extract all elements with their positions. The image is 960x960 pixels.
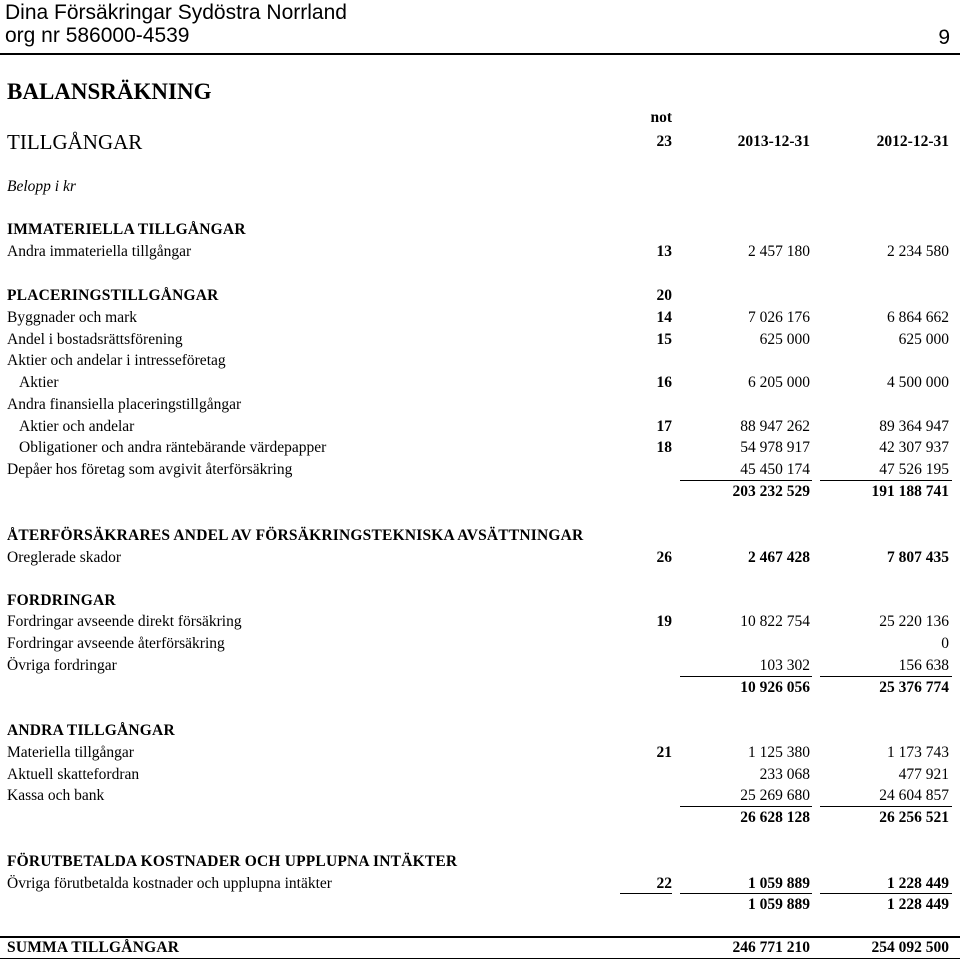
row-label: Materiella tillgångar [7, 744, 134, 761]
value-current: 1 059 889 [748, 875, 810, 892]
subtotal-rule-previous [820, 676, 952, 677]
value-current: 25 269 680 [740, 787, 810, 804]
row-label: Depåer hos företag som avgivit återförsäkring [7, 461, 293, 478]
value-current: 26 628 128 [740, 809, 810, 826]
value-current: 45 450 174 [740, 461, 810, 478]
value-previous: 625 000 [898, 331, 949, 348]
row-label: Oreglerade skador [7, 549, 122, 566]
value-current: 6 205 000 [748, 374, 810, 391]
section-title: TILLGÅNGAR [7, 130, 143, 154]
row-label: PLACERINGSTILLGÅNGAR [7, 287, 219, 304]
page-title: BALANSRÄKNING [7, 79, 212, 104]
value-previous: 2 234 580 [887, 243, 949, 260]
row-label: ÅTERFÖRSÄKRARES ANDEL AV FÖRSÄKRINGSTEKNISKA AVSÄTTNINGAR [7, 527, 584, 544]
section-heading-row [0, 591, 960, 611]
org-number: org nr 586000-4539 [5, 24, 190, 47]
column-header-current: 2013-12-31 [737, 133, 810, 150]
row-note: 22 [656, 875, 672, 892]
row-label: Övriga fordringar [7, 657, 117, 674]
row-note: 26 [656, 549, 672, 566]
page-number: 9 [938, 26, 950, 49]
row-label: Andra immateriella tillgångar [7, 243, 192, 260]
note-label-row [0, 108, 960, 128]
value-current: 203 232 529 [732, 483, 810, 500]
column-header-row [0, 132, 960, 152]
row-label: Aktuell skattefordran [7, 766, 140, 783]
value-previous: 1 228 449 [887, 875, 949, 892]
row-label: SUMMA TILLGÅNGAR [7, 939, 180, 956]
table-row [0, 548, 960, 568]
row-label: FÖRUTBETALDA KOSTNADER OCH UPPLUPNA INTÄKTER [7, 853, 458, 870]
row-label: Fordringar avseende direkt försäkring [7, 613, 242, 630]
table-row [0, 460, 960, 480]
value-previous: 7 807 435 [887, 549, 949, 566]
value-previous: 89 364 947 [879, 418, 949, 435]
row-note: 14 [656, 309, 672, 326]
row-note: 18 [656, 439, 672, 456]
section-heading-row [0, 938, 960, 958]
value-current: 246 771 210 [732, 939, 810, 956]
value-current: 625 000 [759, 331, 810, 348]
row-label: FORDRINGAR [7, 592, 116, 609]
subtotal-rule-current [680, 676, 812, 677]
row-note: 17 [656, 418, 672, 435]
table-row [0, 743, 960, 763]
value-previous: 477 921 [898, 766, 949, 783]
value-current: 2 457 180 [748, 243, 810, 260]
row-label: Andel i bostadsrättsförening [7, 331, 183, 348]
table-row [0, 786, 960, 806]
value-previous: 0 [941, 635, 949, 652]
header-rule [0, 53, 960, 55]
subtotal-row [0, 808, 960, 828]
table-row [0, 417, 960, 437]
column-note-number: 23 [656, 133, 672, 150]
row-label: Aktier och andelar [19, 418, 135, 435]
section-heading-row [0, 526, 960, 546]
row-note: 15 [656, 331, 672, 348]
table-row [0, 351, 960, 371]
value-current: 103 302 [759, 657, 810, 674]
row-label: Aktier [19, 374, 59, 391]
value-previous: 191 188 741 [871, 483, 949, 500]
value-current: 10 822 754 [740, 613, 810, 630]
value-previous: 47 526 195 [879, 461, 949, 478]
subtotal-rule-current [680, 893, 812, 894]
value-previous: 1 173 743 [887, 744, 949, 761]
value-current: 1 059 889 [748, 896, 810, 913]
row-label: Obligationer och andra räntebärande värdepapper [19, 439, 327, 456]
table-row [0, 308, 960, 328]
value-previous: 26 256 521 [879, 809, 949, 826]
row-label: Andra finansiella placeringstillgångar [7, 396, 242, 413]
value-previous: 24 604 857 [879, 787, 949, 804]
value-current: 54 978 917 [740, 439, 810, 456]
row-label: Aktier och andelar i intresseföretag [7, 352, 226, 369]
value-current: 88 947 262 [740, 418, 810, 435]
row-note: 19 [656, 613, 672, 630]
grand-total-rule-bottom [0, 958, 960, 959]
table-row [0, 438, 960, 458]
table-row [0, 765, 960, 785]
table-row [0, 373, 960, 393]
subtotal-rule-current [680, 806, 812, 807]
value-previous: 1 228 449 [887, 896, 949, 913]
row-note: 13 [656, 243, 672, 260]
company-name: Dina Försäkringar Sydöstra Norrland [5, 1, 347, 24]
value-current: 233 068 [759, 766, 810, 783]
table-row [0, 242, 960, 262]
subtotal-rule-previous [820, 893, 952, 894]
note-rule [620, 893, 672, 894]
note-column-label: not [650, 109, 672, 126]
row-note: 16 [656, 374, 672, 391]
table-row [0, 395, 960, 415]
subtotal-rule-current [680, 480, 812, 481]
row-label: Övriga förutbetalda kostnader och upplupna intäkter [7, 875, 332, 892]
row-label: Byggnader och mark [7, 309, 137, 326]
section-heading-row [0, 721, 960, 741]
row-note: 20 [656, 287, 672, 304]
table-row [0, 874, 960, 894]
value-previous: 4 500 000 [887, 374, 949, 391]
value-previous: 25 376 774 [879, 679, 949, 696]
row-label: ANDRA TILLGÅNGAR [7, 722, 175, 739]
value-current: 2 467 428 [748, 549, 810, 566]
column-header-previous: 2012-12-31 [876, 133, 949, 150]
subtotal-rule-previous [820, 480, 952, 481]
row-note: 21 [656, 744, 672, 761]
value-previous: 42 307 937 [879, 439, 949, 456]
subtotal-row [0, 482, 960, 502]
row-label: Fordringar avseende återförsäkring [7, 635, 225, 652]
subtotal-rule-previous [820, 806, 952, 807]
value-previous: 25 220 136 [879, 613, 949, 630]
value-current: 7 026 176 [748, 309, 810, 326]
table-row [0, 634, 960, 654]
value-previous: 254 092 500 [871, 939, 949, 956]
value-current: 1 125 380 [748, 744, 810, 761]
value-current: 10 926 056 [740, 679, 810, 696]
section-heading-row [0, 286, 960, 306]
row-label: IMMATERIELLA TILLGÅNGAR [7, 221, 246, 238]
section-heading-row [0, 852, 960, 872]
value-previous: 156 638 [898, 657, 949, 674]
unit-label: Belopp i kr [7, 178, 76, 195]
row-label: Kassa och bank [7, 787, 105, 804]
subtotal-row [0, 678, 960, 698]
table-row [0, 612, 960, 632]
section-heading-row [0, 220, 960, 240]
value-previous: 6 864 662 [887, 309, 949, 326]
table-row [0, 330, 960, 350]
subtotal-row [0, 895, 960, 915]
grand-total-rule-top [0, 936, 960, 938]
table-row [0, 656, 960, 676]
